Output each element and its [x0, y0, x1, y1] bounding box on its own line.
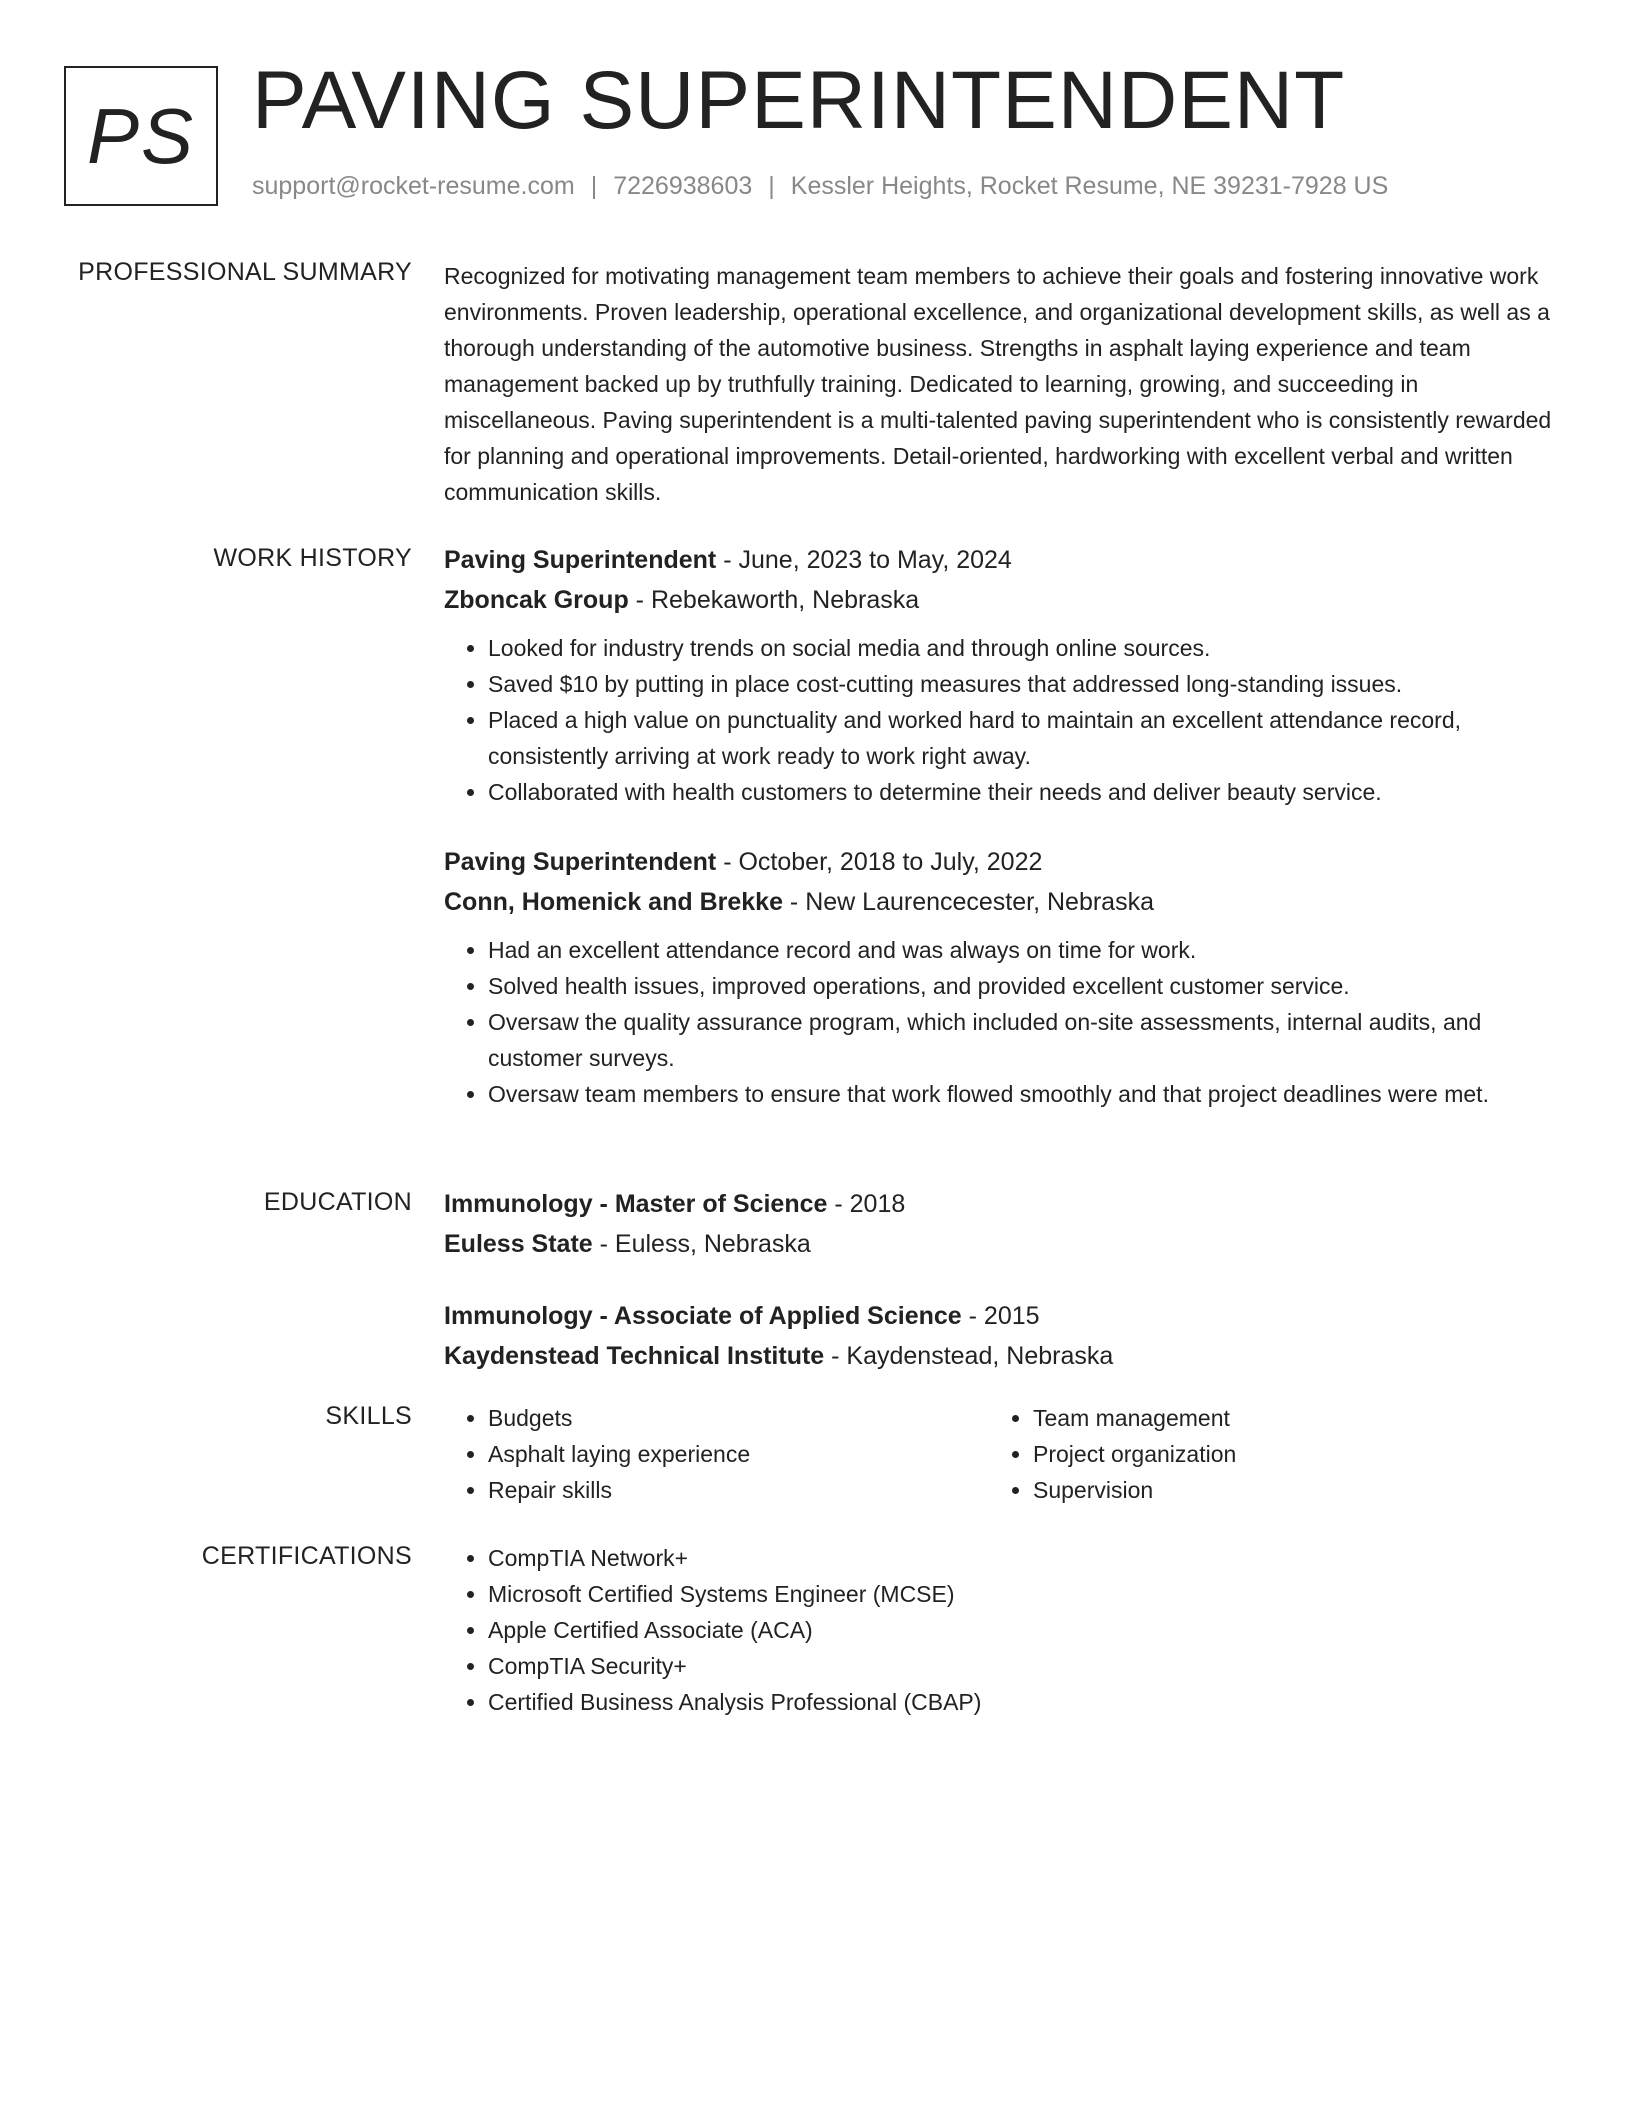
section-label-skills: SKILLS	[325, 1402, 412, 1430]
degree-year: - 2015	[961, 1302, 1040, 1330]
job-title: Paving Superintendent	[444, 848, 717, 876]
contact-line	[252, 172, 1388, 201]
job-dates: - June, 2023 to May, 2024	[716, 546, 1012, 574]
school-location: - Euless, Nebraska	[592, 1230, 811, 1258]
certifications-body	[444, 1540, 1554, 1720]
contact-separator: |	[590, 172, 598, 200]
work-history-list	[444, 540, 1554, 1112]
skill-item: • Project organization	[1033, 1436, 1534, 1472]
job-role-line	[444, 540, 1554, 580]
job-bullet: • Solved health issues, improved operations, and provided excellent customer service.	[488, 968, 1554, 1004]
degree-year: - 2018	[827, 1190, 906, 1218]
skill-item: • Budgets	[488, 1400, 989, 1436]
contact-phone[interactable]: 7226938603	[613, 172, 753, 200]
education-entry	[444, 1184, 1554, 1264]
certification-item: • CompTIA Network+	[488, 1540, 1554, 1576]
school-line	[444, 1336, 1554, 1376]
monogram-badge: PS	[64, 66, 218, 206]
job-dates: - October, 2018 to July, 2022	[716, 848, 1043, 876]
certification-item: • Microsoft Certified Systems Engineer (MCSE)	[488, 1576, 1554, 1612]
education-list	[444, 1184, 1554, 1376]
resume-title: PAVING SUPERINTENDENT	[252, 55, 1346, 146]
degree-name: Immunology - Master of Science	[444, 1190, 828, 1218]
job-bullet: • Had an excellent attendance record and was always on time for work.	[488, 932, 1554, 968]
job-location: - Rebekaworth, Nebraska	[628, 586, 920, 614]
job-bullet: • Looked for industry trends on social media and through online sources.	[488, 630, 1554, 666]
job-entry	[444, 842, 1554, 1112]
certification-item: • Certified Business Analysis Professional (CBAP)	[488, 1684, 1554, 1720]
job-entry	[444, 540, 1554, 810]
job-bullet: • Collaborated with health customers to determine their needs and deliver beauty service.	[488, 774, 1554, 810]
summary-text: Recognized for motivating management team members to achieve their goals and fostering innovative work environments. Proven leadership, operational excellence, and organizational development skills, as well as a thorough understanding of the automotive business. Strengths in asphalt laying experience and team management backed up by truthfully training. Dedicated to learning, growing, and succeeding in miscellaneous. Paving superintendent is a multi-talented paving superintendent who is consistently rewarded for planning and operational improvements. Detail-oriented, hardworking with excellent verbal and written communication skills.	[444, 263, 1552, 505]
degree-line	[444, 1184, 1554, 1224]
skills-body	[444, 1400, 1554, 1508]
section-label-summary: PROFESSIONAL SUMMARY	[78, 258, 412, 286]
job-bullet: • Placed a high value on punctuality and worked hard to maintain an excellent attendance record, consistently arriving at work ready to work right away.	[488, 702, 1554, 774]
contact-address: Kessler Heights, Rocket Resume, NE 39231-7928 US	[790, 172, 1389, 200]
skill-item: • Repair skills	[488, 1472, 989, 1508]
job-bullets	[444, 630, 1554, 810]
job-bullet: • Oversaw team members to ensure that work flowed smoothly and that project deadlines were met.	[488, 1076, 1554, 1112]
job-org-line	[444, 882, 1554, 922]
section-label-certifications: CERTIFICATIONS	[201, 1542, 412, 1570]
job-company: Zboncak Group	[444, 586, 629, 614]
skill-item: • Supervision	[1033, 1472, 1534, 1508]
job-bullet: • Oversaw the quality assurance program, which included on-site assessments, internal audits, and customer surveys.	[488, 1004, 1554, 1076]
skills-column-1	[444, 1400, 989, 1508]
school-name: Kaydenstead Technical Institute	[444, 1342, 825, 1370]
certification-item: • CompTIA Security+	[488, 1648, 1554, 1684]
job-location: - New Laurencecester, Nebraska	[782, 888, 1154, 916]
job-bullet: • Saved $10 by putting in place cost-cutting measures that addressed long-standing issues.	[488, 666, 1554, 702]
skill-item: • Asphalt laying experience	[488, 1436, 989, 1472]
education-entry	[444, 1296, 1554, 1376]
job-bullets	[444, 932, 1554, 1112]
section-label-education: EDUCATION	[263, 1188, 412, 1216]
job-company: Conn, Homenick and Brekke	[444, 888, 783, 916]
degree-name: Immunology - Associate of Applied Science	[444, 1302, 962, 1330]
contact-separator: |	[768, 172, 775, 200]
certifications-list	[444, 1540, 1554, 1720]
school-line	[444, 1224, 1554, 1264]
job-org-line	[444, 580, 1554, 620]
certification-item: • Apple Certified Associate (ACA)	[488, 1612, 1554, 1648]
skills-column-2	[989, 1400, 1534, 1508]
school-name: Euless State	[444, 1230, 593, 1258]
skill-item: • Team management	[1033, 1400, 1534, 1436]
job-role-line	[444, 842, 1554, 882]
section-label-work-history: WORK HISTORY	[213, 544, 412, 572]
job-title: Paving Superintendent	[444, 546, 717, 574]
degree-line	[444, 1296, 1554, 1336]
school-location: - Kaydenstead, Nebraska	[824, 1342, 1114, 1370]
contact-email[interactable]: support@rocket-resume.com	[252, 172, 575, 200]
